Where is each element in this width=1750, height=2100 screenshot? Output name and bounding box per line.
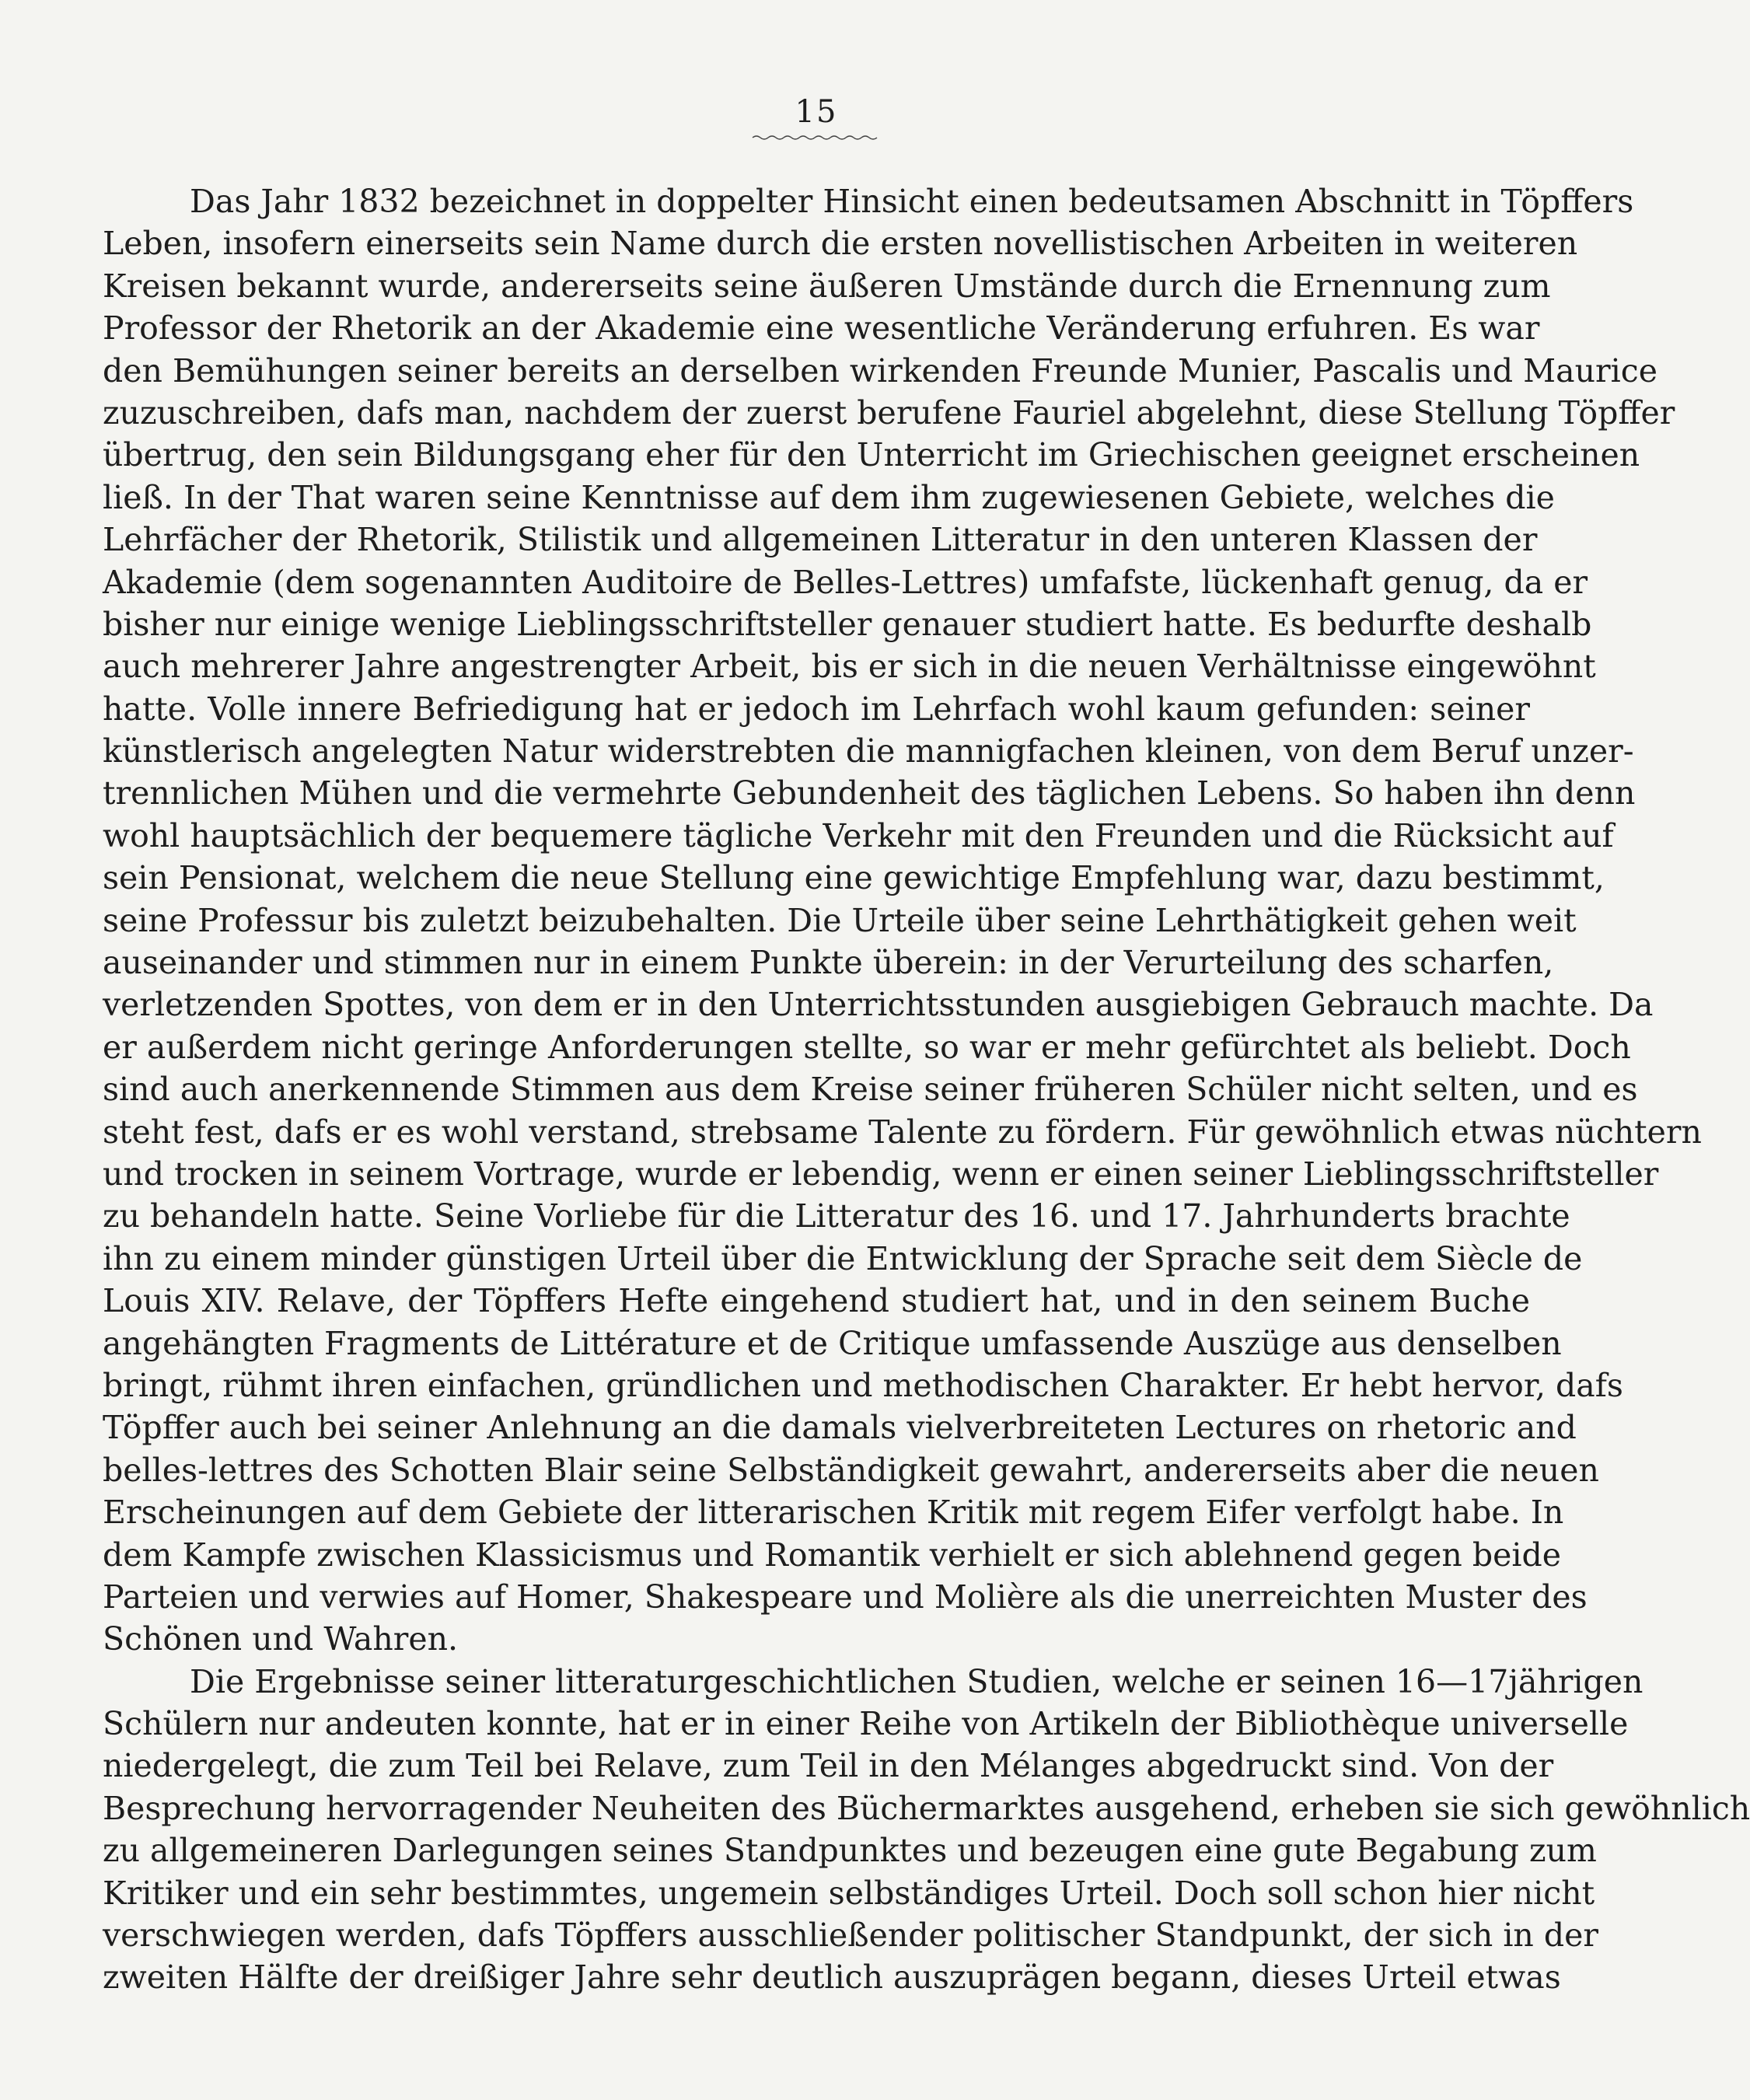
- text-line: Das Jahr 1832 bezeichnet in doppelter Hinsicht einen bedeutsamen Abschnitt in Töpffers: [190, 183, 1634, 220]
- text-line: Lehrfächer der Rhetorik, Stilistik und allgemeinen Litteratur in den unteren Klassen der: [103, 521, 1538, 559]
- text-line: belles-lettres des Schotten Blair seine Selbständigkeit gewahrt, andererseits aber die neuen: [103, 1451, 1599, 1489]
- page-number-ornament: [753, 134, 877, 142]
- text-line: Akademie (dem sogenannten Auditoire de Belles-Lettres) umfafste, lückenhaft genug, da er: [103, 563, 1588, 601]
- text-line: bisher nur einige wenige Lieblingsschriftsteller genauer studiert hatte. Es bedurfte deshalb: [103, 605, 1592, 643]
- text-line: zu behandeln hatte. Seine Vorliebe für die Litteratur des 16. und 17. Jahrhunderts brachte: [103, 1197, 1570, 1235]
- text-line: wohl hauptsächlich der bequemere tägliche Verkehr mit den Freunden und die Rücksicht auf: [103, 816, 1614, 854]
- text-line: verschwiegen werden, dafs Töpffers ausschließender politischer Standpunkt, der sich in der: [103, 1917, 1598, 1955]
- text-line: Töpffer auch bei seiner Anlehnung an die damals vielverbreiteten Lectures on rhetoric and: [103, 1409, 1577, 1447]
- text-line: ließ. In der That waren seine Kenntnisse auf dem ihm zugewiesenen Gebiete, welches die: [103, 478, 1555, 516]
- text-line: Kritiker und ein sehr bestimmtes, ungemein selbständiges Urteil. Doch soll schon hier nicht: [103, 1874, 1595, 1912]
- text-line: Professor der Rhetorik an der Akademie eine wesentliche Veränderung erfuhren. Es war: [103, 309, 1540, 348]
- text-line: künstlerisch angelegten Natur widerstrebten die mannigfachen kleinen, von dem Beruf unzer-: [103, 732, 1634, 770]
- text-line: steht fest, dafs er es wohl verstand, strebsame Talente zu fördern. Für gewöhnlich etwas nüchtern: [103, 1113, 1702, 1151]
- page-number: 15: [795, 94, 838, 130]
- text-line: Parteien und verwies auf Homer, Shakespeare und Molière als die unerreichten Muster des: [103, 1578, 1588, 1616]
- text-line: zuzuschreiben, dafs man, nachdem der zuerst berufene Fauriel abgelehnt, diese Stellung Töpffer: [103, 393, 1675, 432]
- text-line: zu allgemeineren Darlegungen seines Standpunktes und bezeugen eine gute Begabung zum: [103, 1832, 1597, 1870]
- text-line: dem Kampfe zwischen Klassicismus und Romantik verhielt er sich ablehnend gegen beide: [103, 1536, 1561, 1574]
- text-line: auch mehrerer Jahre angestrengter Arbeit, bis er sich in die neuen Verhältnisse eingewöhnt: [103, 648, 1596, 686]
- text-line: Schülern nur andeuten konnte, hat er in einer Reihe von Artikeln der Bibliothèque universelle: [103, 1705, 1629, 1743]
- text-line: Louis XIV. Relave, der Töpffers Hefte eingehend studiert hat, und in den seinem Buche: [103, 1282, 1530, 1320]
- text-line: ihn zu einem minder günstigen Urteil über die Entwicklung der Sprache seit dem Siècle de: [103, 1239, 1583, 1277]
- text-line: niedergelegt, die zum Teil bei Relave, zum Teil in den Mélanges abgedruckt sind. Von der: [103, 1747, 1554, 1785]
- paragraph: [103, 180, 1702, 1661]
- text-line: sind auch anerkennende Stimmen aus dem Kreise seiner früheren Schüler nicht selten, und es: [103, 1071, 1638, 1109]
- text-line: zweiten Hälfte der dreißiger Jahre sehr deutlich auszuprägen begann, dieses Urteil etwas: [103, 1958, 1561, 1997]
- text-line: Kreisen bekannt wurde, andererseits seine äußeren Umstände durch die Ernennung zum: [103, 267, 1551, 305]
- text-line: trennlichen Mühen und die vermehrte Gebundenheit des täglichen Lebens. So haben ihn denn: [103, 774, 1636, 812]
- text-line: den Bemühungen seiner bereits an derselben wirkenden Freunde Munier, Pascalis und Maurice: [103, 351, 1657, 390]
- text-line: Die Ergebnisse seiner litteraturgeschichtlichen Studien, welche er seinen 16—17jährigen: [190, 1662, 1643, 1700]
- text-line: Erscheinungen auf dem Gebiete der litterarischen Kritik mit regem Eifer verfolgt habe. In: [103, 1494, 1564, 1532]
- text-line: seine Professur bis zuletzt beizubehalten. Die Urteile über seine Lehrthätigkeit gehen weit: [103, 901, 1577, 939]
- text-line: er außerdem nicht geringe Anforderungen stellte, so war er mehr gefürchtet als beliebt. Doch: [103, 1028, 1631, 1066]
- text-line: sein Pensionat, welchem die neue Stellung eine gewichtige Empfehlung war, dazu bestimmt,: [103, 859, 1605, 897]
- text-line: angehängten Fragments de Littérature et de Critique umfassende Auszüge aus denselben: [103, 1324, 1562, 1362]
- text-line: Schönen und Wahren.: [103, 1620, 459, 1658]
- text-line: Leben, insofern einerseits sein Name durch die ersten novellistischen Arbeiten in weiteren: [103, 225, 1578, 263]
- text-line: auseinander und stimmen nur in einem Punkte überein: in der Verurteilung des scharfen,: [103, 944, 1554, 982]
- text-line: hatte. Volle innere Befriedigung hat er jedoch im Lehrfach wohl kaum gefunden: seiner: [103, 690, 1530, 728]
- text-line: verletzenden Spottes, von dem er in den Unterrichtsstunden ausgiebigen Gebrauch machte. Da: [103, 986, 1654, 1024]
- text-line: übertrug, den sein Bildungsgang eher für den Unterricht im Griechischen geeignet erscheinen: [103, 436, 1640, 474]
- text-line: und trocken in seinem Vortrage, wurde er lebendig, wenn er einen seiner Lieblingsschriftsteller: [103, 1155, 1659, 1193]
- body-text: [103, 180, 1750, 1999]
- text-line: Besprechung hervorragender Neuheiten des Büchermarktes ausgehend, erheben sie sich gewöhnlich: [103, 1789, 1750, 1827]
- text-line: bringt, rühmt ihren einfachen, gründlichen und methodischen Charakter. Er hebt hervor, dafs: [103, 1366, 1623, 1404]
- paragraph: [103, 1661, 1750, 1999]
